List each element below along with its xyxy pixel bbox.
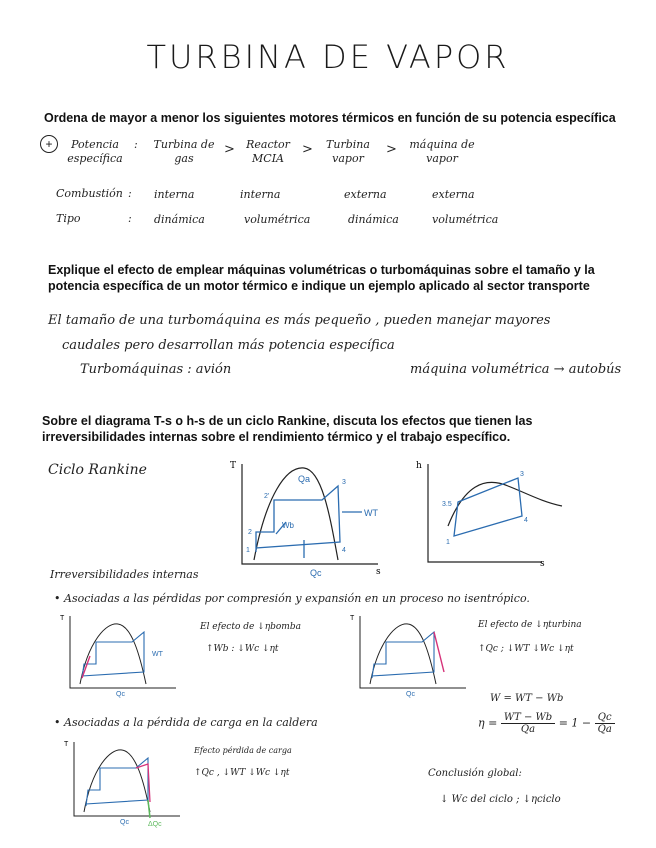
eta-den-1: Qa: [520, 724, 536, 735]
ts-axis-t: T: [230, 461, 237, 471]
ts-axis-s: s: [376, 567, 381, 577]
answer-2-example-right: máquina volumétrica → autobús: [410, 362, 622, 377]
plus-marker: +: [40, 135, 58, 153]
conclusion-label: Conclusión global:: [428, 768, 522, 779]
eta-fraction-2: [595, 712, 615, 735]
ts-p2: 2: [248, 529, 252, 536]
pump-diagram: [60, 612, 180, 696]
hs-axes: [428, 464, 542, 562]
row1-colon: :: [134, 138, 138, 151]
effect-3-title: Efecto pérdida de carga: [194, 746, 292, 755]
row3-colon: :: [128, 212, 132, 225]
question-3: Sobre el diagrama T-s o h-s de un ciclo Rankine, discuta los efectos que tienen las irreversibilidades internas sobre el rendimiento térmico y el trabajo específico.: [42, 414, 533, 444]
effect-2-line: ↑Qc ; ↓WT ↓Wc ↓ηt: [478, 644, 574, 654]
svg-text:ΔQc: ΔQc: [148, 821, 162, 828]
row1-gt-3: >: [386, 142, 397, 157]
ts-p3: 3: [342, 479, 346, 486]
answer-2-line-1: El tamaño de una turbomáquina es más pequeño , pueden manejar mayores: [48, 313, 551, 328]
ts-p2prime: 2': [264, 493, 270, 500]
bullet-2: • Asociadas a la pérdida de carga en la caldera: [54, 716, 318, 729]
svg-text:WT: WT: [152, 651, 163, 658]
ts-diagram: [226, 456, 386, 576]
row3-label: Tipo: [56, 212, 81, 225]
hs-axis-h: h: [416, 461, 422, 471]
svg-text:T: T: [64, 741, 69, 748]
hs-p3: 3: [520, 471, 524, 478]
hs-dome: [448, 482, 562, 526]
boiler-diagram: [64, 738, 184, 828]
row2-label: Combustión: [56, 187, 123, 200]
effect-2-title: El efecto de ↓ηturbina: [478, 620, 582, 630]
hs-diagram: [412, 456, 572, 569]
ts-qa: Qa: [298, 474, 311, 484]
row2-colon: :: [128, 187, 132, 200]
row2-item-3: externa: [344, 188, 387, 201]
effect-1-title: El efecto de ↓ηbomba: [200, 622, 301, 632]
hs-cycle: [454, 478, 522, 536]
eta-num-1: WT − Wb: [501, 712, 555, 724]
row2-item-2: interna: [240, 188, 281, 201]
question-1: Ordena de mayor a menor los siguientes motores térmicos en función de su potencia específica: [44, 111, 616, 125]
hs-p4: 4: [524, 517, 528, 524]
eta-lhs: η =: [478, 716, 498, 730]
svg-text:Qc: Qc: [116, 691, 125, 698]
row3-item-2: volumétrica: [244, 213, 311, 226]
hs-axis-s: s: [540, 559, 545, 569]
page-title: TURBINA DE VAPOR: [146, 38, 510, 76]
svg-text:Qc: Qc: [120, 819, 129, 826]
ts-p4: 4: [342, 547, 346, 554]
row1-gt-1: >: [224, 142, 235, 157]
hs-p2: 3.5: [442, 501, 452, 508]
turbine-diagram: [350, 612, 470, 696]
eta-num-2: Qc: [595, 712, 615, 724]
conclusion-line: ↓ Wc del ciclo ; ↓ηciclo: [440, 794, 561, 805]
answer-2-line-2: caudales pero desarrollan más potencia específica: [62, 338, 395, 353]
row2-item-1: interna: [154, 188, 195, 201]
efficiency-equation: [478, 712, 615, 735]
eta-mid: = 1 −: [558, 716, 592, 730]
ts-qc: Qc: [310, 568, 322, 578]
work-equation: W = WT − Wb: [490, 693, 564, 704]
row3-item-1: dinámica: [154, 213, 205, 226]
answer-2-example-left: Turbomáquinas : avión: [80, 362, 232, 377]
bullet-1: • Asociadas a las pérdidas por compresión y expansión en un proceso no isentrópico.: [54, 592, 530, 605]
ts-dome: [254, 468, 338, 560]
effect-3-line: ↑Qc , ↓WT ↓Wc ↓ηt: [194, 768, 290, 778]
ts-wb: Wb: [282, 521, 294, 530]
irrev-heading: Irreversibilidades internas: [50, 568, 199, 581]
row3-item-4: volumétrica: [432, 213, 499, 226]
ts-wt: WT: [364, 508, 378, 518]
effect-1-line: ↑Wb : ↓Wc ↓ηt: [206, 644, 279, 654]
ciclo-rankine-label: Ciclo Rankine: [48, 462, 147, 478]
row1-item-4: máquina de vapor: [409, 138, 475, 165]
bullet-1-text: Asociadas a las pérdidas por compresión y expansión en un proceso no isentrópico.: [64, 592, 530, 605]
eta-den-2: Qa: [597, 724, 612, 735]
row1-item-3: Turbina vapor: [326, 138, 370, 165]
question-2: Explique el efecto de emplear máquinas volumétricas o turbomáquinas sobre el tamaño y la potencia específica de un motor térmico e indique un ejemplo aplicado al sector transporte: [48, 263, 595, 293]
row3-item-3: dinámica: [348, 213, 399, 226]
eta-fraction-1: [501, 712, 555, 735]
hs-p1: 1: [446, 539, 450, 546]
bullet-2-text: Asociadas a la pérdida de carga en la caldera: [64, 716, 318, 729]
row1-item-1: Turbina de gas: [153, 138, 215, 165]
svg-text:T: T: [60, 615, 65, 622]
row2-item-4: externa: [432, 188, 475, 201]
ts-p1: 1: [246, 547, 250, 554]
row1-gt-2: >: [302, 142, 313, 157]
row1-label: Potencia específica: [67, 138, 123, 165]
row1-item-2: Reactor MCIA: [246, 138, 290, 165]
svg-text:T: T: [350, 615, 355, 622]
svg-text:Qc: Qc: [406, 691, 415, 698]
